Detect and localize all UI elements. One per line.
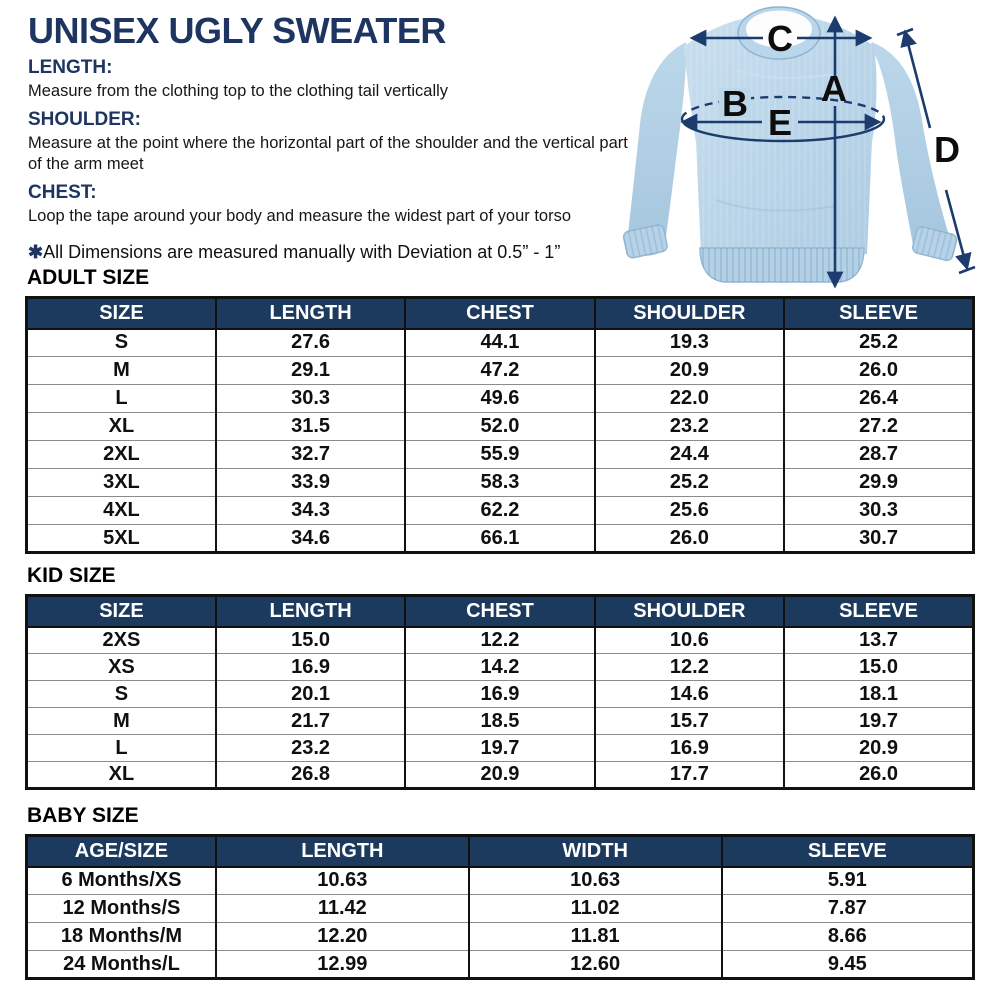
header-row [27,298,974,329]
value-cell: 9.45 [722,951,974,979]
value-cell: 14.6 [595,681,784,708]
table-row [27,627,974,654]
value-cell: 19.3 [595,329,784,357]
label-c: C [767,18,793,59]
value-cell: 8.66 [722,923,974,951]
column-header: AGE/SIZE [27,836,216,867]
size-cell: 2XS [27,627,216,654]
value-cell: 29.1 [216,357,405,385]
deviation-note [28,242,628,264]
value-cell: 26.0 [784,357,973,385]
table-row [27,329,974,357]
value-cell: 12.60 [469,951,722,979]
value-cell: 30.3 [216,385,405,413]
value-cell: 25.2 [595,469,784,497]
value-cell: 26.0 [595,525,784,553]
column-header: LENGTH [216,836,469,867]
value-cell: 23.2 [216,735,405,762]
length-heading: LENGTH: [28,56,113,78]
value-cell: 20.9 [784,735,973,762]
value-cell: 13.7 [784,627,973,654]
chest-description: Loop the tape around your body and measure the widest part of your torso [28,206,572,225]
value-cell: 34.6 [216,525,405,553]
size-cell: M [27,357,216,385]
intro-block [28,12,628,263]
column-header: SLEEVE [722,836,974,867]
size-cell: 6 Months/XS [27,867,216,895]
value-cell: 15.0 [216,627,405,654]
baby-size-heading: BABY SIZE [27,804,139,827]
column-header: LENGTH [216,596,405,627]
column-header: LENGTH [216,298,405,329]
value-cell: 19.7 [784,708,973,735]
value-cell: 20.9 [595,357,784,385]
label-b: B [722,83,748,124]
adult-size-heading: ADULT SIZE [27,266,150,289]
value-cell: 44.1 [405,329,594,357]
chest-heading: CHEST: [28,181,97,203]
size-cell: 18 Months/M [27,923,216,951]
label-a: A [821,68,847,109]
value-cell: 49.6 [405,385,594,413]
value-cell: 11.02 [469,895,722,923]
value-cell: 10.6 [595,627,784,654]
value-cell: 18.5 [405,708,594,735]
size-cell: S [27,329,216,357]
baby-size-section [25,804,975,980]
value-cell: 26.8 [216,762,405,789]
size-cell: S [27,681,216,708]
value-cell: 14.2 [405,654,594,681]
adult-size-table [25,296,975,554]
value-cell: 19.7 [405,735,594,762]
size-cell: M [27,708,216,735]
table-row [27,654,974,681]
value-cell: 26.0 [784,762,973,789]
value-cell: 7.87 [722,895,974,923]
column-header: CHEST [405,298,594,329]
value-cell: 15.7 [595,708,784,735]
value-cell: 10.63 [216,867,469,895]
value-cell: 11.81 [469,923,722,951]
page-title: UNISEX UGLY SWEATER [28,10,446,51]
table-row [27,895,974,923]
size-cell: 3XL [27,469,216,497]
value-cell: 12.99 [216,951,469,979]
column-header: SLEEVE [784,596,973,627]
kid-size-heading: KID SIZE [27,564,116,587]
value-cell: 34.3 [216,497,405,525]
shoulder-heading: SHOULDER: [28,108,141,130]
size-cell: 5XL [27,525,216,553]
value-cell: 10.63 [469,867,722,895]
deviation-note-text: All Dimensions are measured manually with Deviation at 0.5” - 1” [43,241,561,262]
adult-size-section [25,266,975,554]
value-cell: 20.9 [405,762,594,789]
value-cell: 12.20 [216,923,469,951]
size-cell: L [27,385,216,413]
table-row [27,469,974,497]
table-row [27,867,974,895]
size-cell: L [27,735,216,762]
size-cell: 4XL [27,497,216,525]
sweater-illustration [616,0,1000,300]
size-cell: XL [27,762,216,789]
label-d: D [934,129,960,170]
value-cell: 12.2 [595,654,784,681]
value-cell: 66.1 [405,525,594,553]
kid-size-section [25,564,975,790]
value-cell: 21.7 [216,708,405,735]
table-row [27,357,974,385]
value-cell: 22.0 [595,385,784,413]
value-cell: 25.6 [595,497,784,525]
value-cell: 15.0 [784,654,973,681]
header-row [27,596,974,627]
value-cell: 20.1 [216,681,405,708]
size-cell: 2XL [27,441,216,469]
value-cell: 25.2 [784,329,973,357]
value-cell: 33.9 [216,469,405,497]
value-cell: 24.4 [595,441,784,469]
header-row [27,836,974,867]
table-row [27,951,974,979]
value-cell: 52.0 [405,413,594,441]
table-row [27,385,974,413]
column-header: SIZE [27,298,216,329]
table-row [27,413,974,441]
value-cell: 28.7 [784,441,973,469]
column-header: SIZE [27,596,216,627]
length-description: Measure from the clothing top to the clothing tail vertically [28,81,449,100]
size-cell: 12 Months/S [27,895,216,923]
asterisk-icon: ✱ [28,241,44,262]
column-header: SHOULDER [595,298,784,329]
value-cell: 31.5 [216,413,405,441]
value-cell: 12.2 [405,627,594,654]
value-cell: 58.3 [405,469,594,497]
value-cell: 47.2 [405,357,594,385]
value-cell: 55.9 [405,441,594,469]
table-row [27,708,974,735]
table-row [27,923,974,951]
size-cell: 24 Months/L [27,951,216,979]
value-cell: 16.9 [216,654,405,681]
value-cell: 26.4 [784,385,973,413]
kid-size-table [25,594,975,790]
value-cell: 27.6 [216,329,405,357]
table-row [27,497,974,525]
size-cell: XS [27,654,216,681]
value-cell: 32.7 [216,441,405,469]
label-e: E [767,102,793,143]
table-row [27,735,974,762]
value-cell: 27.2 [784,413,973,441]
column-header: WIDTH [469,836,722,867]
column-header: SHOULDER [595,596,784,627]
table-row [27,681,974,708]
table-row [27,525,974,553]
value-cell: 11.42 [216,895,469,923]
value-cell: 30.3 [784,497,973,525]
value-cell: 30.7 [784,525,973,553]
value-cell: 23.2 [595,413,784,441]
sweater-left-sleeve [627,42,686,256]
table-row [27,762,974,789]
baby-size-table [25,834,975,980]
column-header: SLEEVE [784,298,973,329]
column-header: CHEST [405,596,594,627]
size-cell: XL [27,413,216,441]
shoulder-description: Measure at the point where the horizontal part of the shoulder and the vertical part of the arm meet [28,133,628,173]
value-cell: 18.1 [784,681,973,708]
value-cell: 29.9 [784,469,973,497]
value-cell: 16.9 [595,735,784,762]
value-cell: 5.91 [722,867,974,895]
value-cell: 62.2 [405,497,594,525]
table-row [27,441,974,469]
value-cell: 17.7 [595,762,784,789]
value-cell: 16.9 [405,681,594,708]
